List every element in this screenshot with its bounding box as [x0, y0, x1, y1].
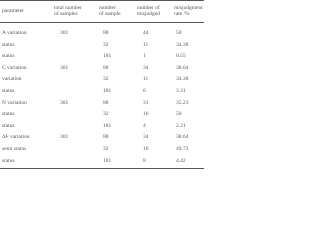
bottom-rule: [0, 168, 204, 169]
cell-number-misjudged: 8: [143, 157, 146, 164]
table-row: [0, 53, 204, 65]
cell-number-misjudged: 34: [143, 134, 149, 141]
cell-total-samples: 301: [60, 30, 69, 36]
cell-parameter: ΔF variation: [2, 134, 30, 141]
cell-number-of-sample: 88: [103, 99, 109, 106]
cell-number-misjudged: 11: [143, 76, 149, 83]
cell-total-samples: 301: [60, 64, 69, 71]
cell-total-samples: 301: [60, 134, 69, 141]
cell-parameter: status: [2, 41, 15, 48]
cell-misjudgment-rate: 2.21: [176, 122, 186, 129]
top-rule: [0, 0, 204, 1]
cell-misjudgment-rate: 0.55: [176, 53, 186, 60]
cell-parameter: N variation: [2, 99, 27, 106]
cell-parameter: status: [2, 111, 15, 118]
cell-number-of-sample: 32: [103, 146, 109, 152]
cell-misjudgment-rate: 50: [176, 30, 182, 36]
cell-parameter: C variation: [2, 64, 27, 71]
header-number-line1: number: [99, 5, 116, 11]
header-number-misjudged: [137, 5, 160, 17]
table-row: [0, 100, 204, 112]
cell-number-misjudged: 44: [143, 30, 149, 36]
cell-misjudgment-rate: 34.38: [176, 76, 189, 83]
table-row: [0, 123, 204, 135]
table-row: [0, 76, 204, 88]
header-rate-line2: rate /%: [174, 11, 190, 17]
header-number-line2: of sample: [99, 11, 121, 17]
cell-number-of-sample: 88: [103, 134, 109, 141]
cell-number-of-sample: 88: [103, 64, 109, 71]
header-misjudged-line1: number of: [137, 5, 160, 11]
cell-parameter: status: [2, 122, 15, 129]
cell-number-of-sample: 181: [103, 122, 112, 129]
cell-parameter: status: [2, 88, 15, 94]
cell-number-misjudged: 6: [143, 88, 146, 94]
cell-number-of-sample: 32: [103, 41, 109, 48]
cell-number-misjudged: 1: [143, 53, 146, 60]
cell-number-of-sample: 88: [103, 30, 109, 36]
cell-number-misjudged: 16: [143, 146, 149, 152]
cell-number-misjudged: 11: [143, 41, 149, 48]
header-misjudgment-rate: [174, 5, 203, 17]
cell-misjudgment-rate: 34.38: [176, 41, 189, 48]
header-rule: [0, 22, 204, 23]
results-table: [0, 0, 204, 169]
cell-number-misjudged: 31: [143, 99, 149, 106]
header-total-line1: total number: [54, 5, 82, 11]
cell-misjudgment-rate: 3.31: [176, 88, 186, 94]
cell-total-samples: 301: [60, 99, 69, 106]
cell-number-of-sample: 181: [103, 157, 112, 164]
header-parameter: parameter: [2, 8, 24, 14]
table-row: [0, 42, 204, 54]
cell-number-of-sample: 32: [103, 111, 109, 118]
cell-misjudgment-rate: 49.73: [176, 146, 189, 152]
cell-number-misjudged: 34: [143, 64, 149, 71]
cell-number-misjudged: 16: [143, 111, 149, 118]
cell-misjudgment-rate: 50: [176, 111, 182, 118]
table-row: [0, 111, 204, 123]
table-row: [0, 88, 204, 100]
header-total-samples: [54, 5, 82, 17]
cell-parameter: A variation: [2, 30, 27, 36]
header-misjudged-line2: misjudged: [137, 11, 160, 17]
table-row: [0, 134, 204, 146]
cell-parameter: semi status: [2, 146, 27, 152]
header-total-line2: of samples: [54, 11, 78, 17]
cell-misjudgment-rate: 4.42: [176, 157, 186, 164]
header-number-of-sample: [99, 5, 121, 17]
cell-misjudgment-rate: 38.64: [176, 64, 189, 71]
table-row: [0, 65, 204, 77]
cell-number-of-sample: 181: [103, 53, 112, 60]
table-row: [0, 30, 204, 42]
table-row: [0, 146, 204, 158]
cell-parameter: variation: [2, 76, 22, 83]
cell-number-of-sample: 181: [103, 88, 112, 94]
cell-number-of-sample: 32: [103, 76, 109, 83]
header-rate-line1: misjudgment: [174, 5, 203, 11]
cell-parameter: status: [2, 157, 15, 164]
cell-parameter: status: [2, 53, 15, 60]
cell-misjudgment-rate: 38.64: [176, 134, 189, 141]
cell-number-misjudged: 4: [143, 122, 146, 129]
cell-misjudgment-rate: 35.23: [176, 99, 189, 106]
